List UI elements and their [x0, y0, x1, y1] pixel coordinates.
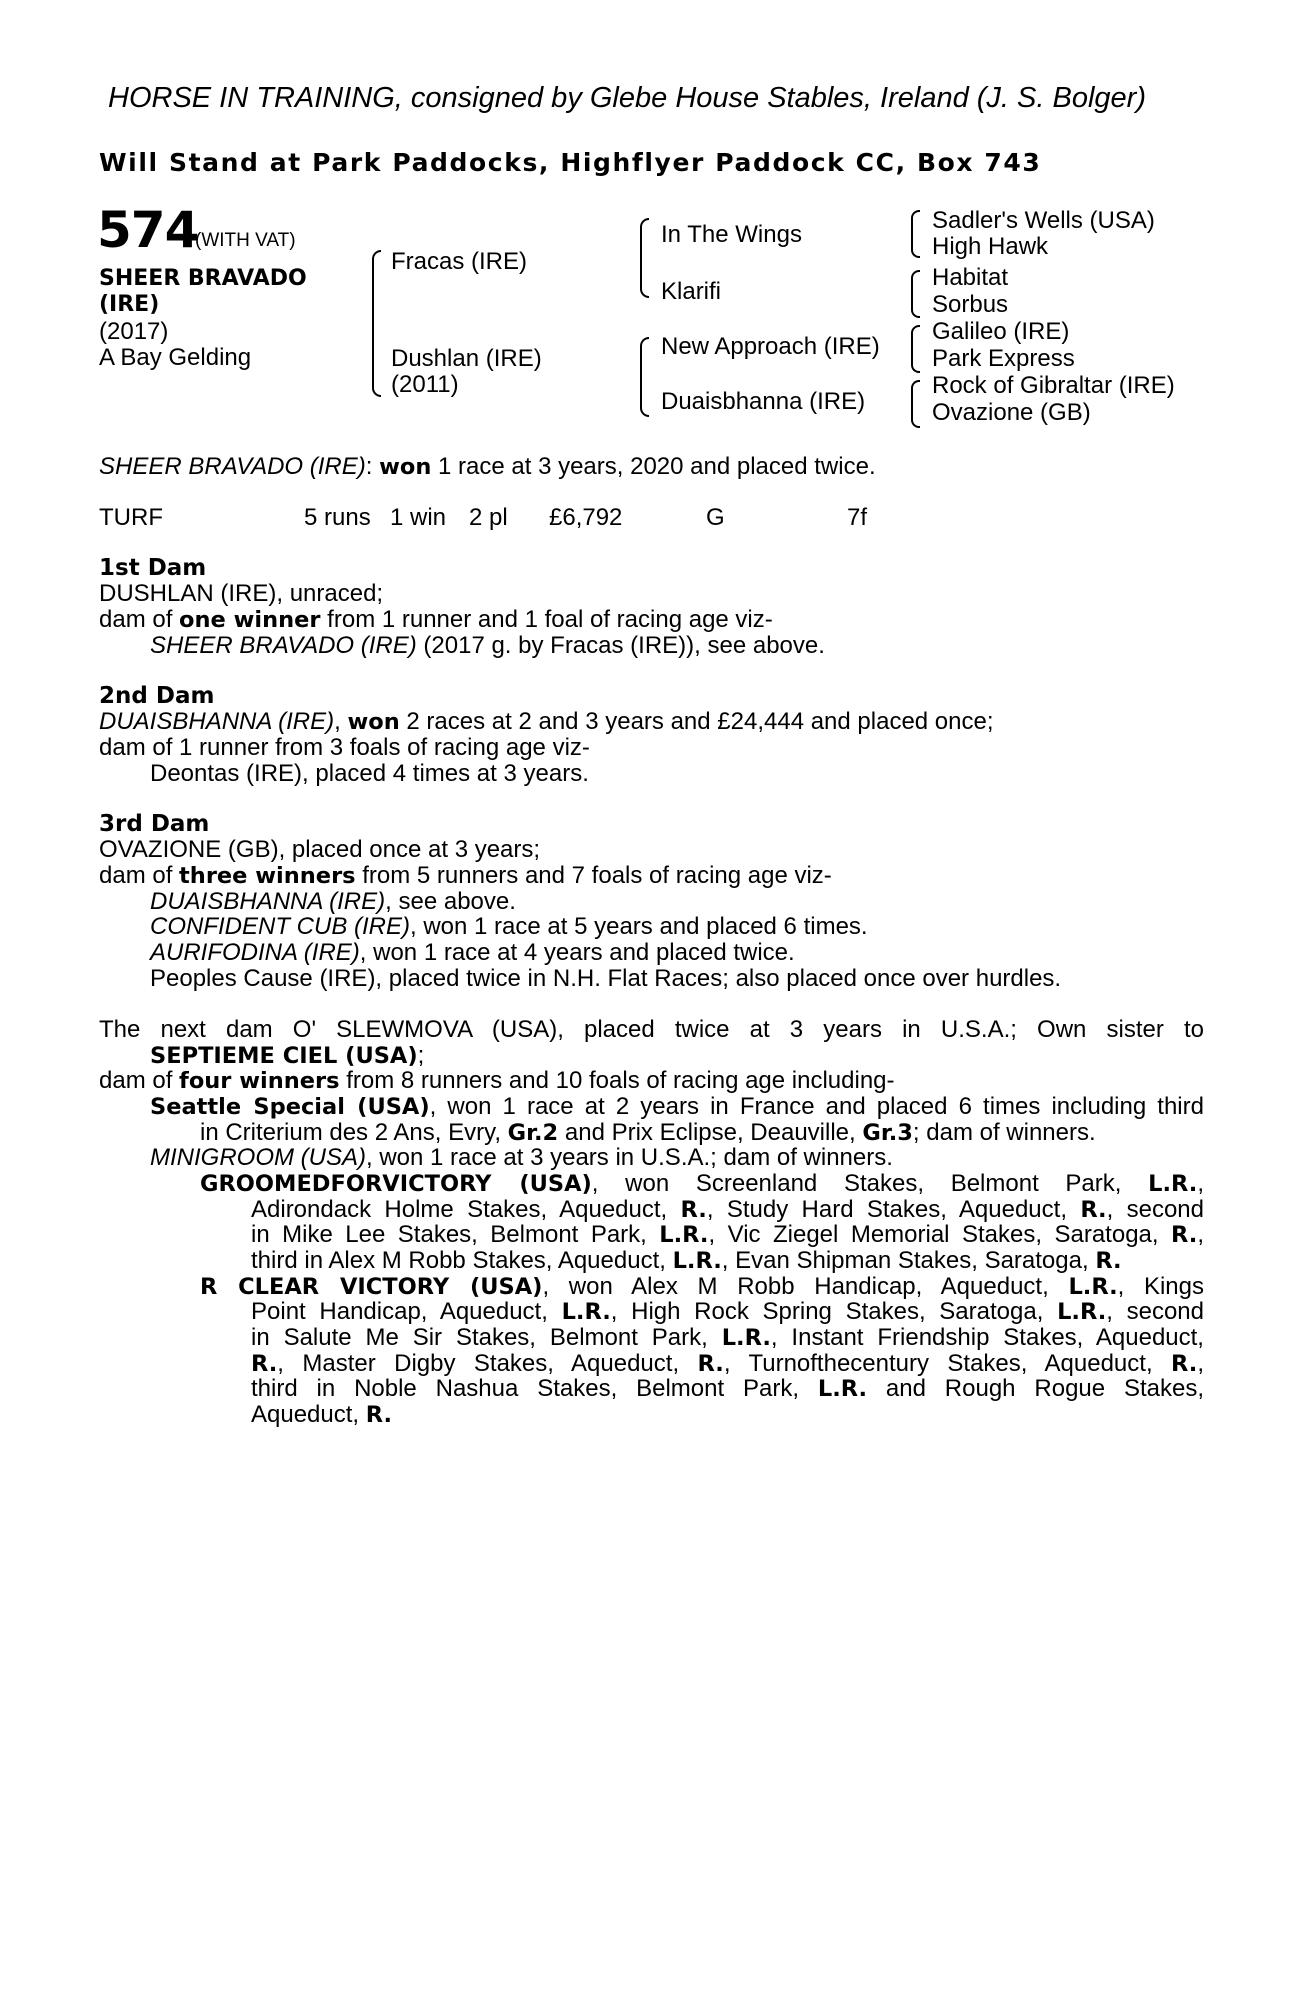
text: , second [1106, 1196, 1204, 1223]
catalogue-header: HORSE IN TRAINING, consigned by Glebe House Stables, Ireland (J. S. Bolger) [108, 82, 1146, 114]
third-dam-line: OVAZIONE (GB), placed once at 3 years; [99, 836, 541, 863]
text: , second [1106, 1298, 1204, 1325]
groomed-line-4 [251, 1248, 1122, 1275]
second-dam-foal: Deontas (IRE), placed 4 times at 3 years. [150, 760, 589, 787]
race-summary [99, 454, 876, 481]
clear-victory-line-6 [251, 1402, 392, 1429]
seattle-special-line-1 [150, 1094, 1204, 1121]
text-bold: Gr.3 [862, 1120, 913, 1146]
groomed-line-1 [200, 1171, 1204, 1198]
text-bold: Seattle Special (USA) [150, 1094, 430, 1120]
third-dam-foal-4: Peoples Cause (IRE), placed twice in N.H. Flat Races; also placed once over hurdles. [150, 965, 1062, 992]
race-grade: L.R. [659, 1222, 709, 1248]
groomed-line-2 [251, 1197, 1204, 1224]
text: from 5 runners and 7 foals of racing age viz- [355, 862, 832, 889]
race-grade: R. [697, 1351, 724, 1377]
summary-colon: : [365, 453, 373, 480]
horse-country: (IRE) [99, 292, 160, 317]
second-dam-line [99, 709, 994, 736]
pedigree-ssd: High Hawk [932, 233, 1049, 260]
text: , won Alex M Robb Handicap, Aqueduct, [542, 1273, 1069, 1300]
pedigree-dss: Galileo (IRE) [932, 318, 1070, 345]
text: , Instant Friendship Stakes, Aqueduct, [770, 1324, 1204, 1351]
race-grade: R. [365, 1402, 393, 1428]
pedigree-dds: Rock of Gibraltar (IRE) [932, 372, 1175, 399]
horse-name: SHEER BRAVADO [99, 266, 307, 291]
foal-name: CONFIDENT CUB (IRE) [150, 913, 410, 940]
race-grade: L.R. [1068, 1274, 1118, 1300]
text: , [1197, 1221, 1204, 1248]
first-dam-line: DUSHLAN (IRE), unraced; [99, 580, 384, 607]
race-grade: L.R. [721, 1325, 771, 1351]
text: , [1197, 1170, 1204, 1197]
text: , [1197, 1350, 1204, 1377]
text: third in Noble Nashua Stakes, Belmont Park, [251, 1375, 818, 1402]
text: from 1 runner and 1 foal of racing age viz- [320, 606, 773, 633]
next-dam-line: The next dam O' SLEWMOVA (USA), placed twice at 3 years in U.S.A.; Own sister to [99, 1016, 1204, 1043]
text: , won 1 race at 2 years in France and placed 6 times including third [429, 1093, 1204, 1120]
summary-horse-name: SHEER BRAVADO (IRE) [99, 453, 366, 480]
first-dam-produce [99, 607, 773, 634]
clear-victory-line-4 [251, 1351, 1204, 1378]
race-grade: L.R. [672, 1248, 722, 1274]
text: , Kings [1117, 1273, 1205, 1300]
text: , Vic Ziegel Memorial Stakes, Saratoga, [708, 1221, 1172, 1248]
clear-victory-line-1 [200, 1274, 1204, 1301]
first-dam-heading: 1st Dam [99, 555, 207, 581]
text: , won 1 race at 5 years and placed 6 times. [410, 913, 868, 940]
text: , won 1 race at 4 years and placed twice. [359, 939, 795, 966]
text-bold: SEPTIEME CIEL (USA) [150, 1043, 418, 1069]
text: and Rough Rogue Stakes, [867, 1375, 1205, 1402]
record-going: G [706, 504, 725, 531]
race-grade: R. [1095, 1248, 1122, 1274]
horse-name: MINIGROOM (USA) [150, 1144, 366, 1171]
stand-location: Will Stand at Park Paddocks, Highflyer Paddock CC, Box 743 [99, 148, 1042, 177]
pedigree-ddd: Ovazione (GB) [932, 399, 1091, 426]
race-grade: R. [251, 1351, 278, 1377]
lot-number: 574 [97, 201, 199, 259]
text: (2017 g. by Fracas (IRE)), see above. [416, 632, 825, 659]
record-distance: 7f [847, 504, 868, 531]
pedigree-brace-sd [911, 270, 920, 318]
text-bold: Gr.2 [507, 1120, 559, 1146]
pedigree-brace-dd [911, 380, 920, 428]
pedigree-dam: Dushlan (IRE) [391, 345, 542, 372]
third-dam-produce [99, 863, 832, 890]
text: , see above. [385, 888, 516, 915]
second-dam-produce: dam of 1 runner from 3 foals of racing age viz- [99, 734, 590, 761]
text: , won Screenland Stakes, Belmont Park, [591, 1170, 1149, 1197]
text: , [334, 708, 348, 735]
text: in Salute Me Sir Stakes, Belmont Park, [251, 1324, 722, 1351]
pedigree-sds: Habitat [932, 264, 1009, 291]
pedigree-brace-ss [911, 210, 920, 258]
foaling-year: (2017) [99, 318, 169, 345]
text: , High Rock Spring Stakes, Saratoga, [610, 1298, 1058, 1325]
pedigree-brace-ds [911, 325, 920, 373]
summary-rest: 1 race at 3 years, 2020 and placed twice. [431, 453, 876, 480]
pedigree-dam-sire: New Approach (IRE) [661, 333, 880, 360]
text-bold: one winner [179, 607, 321, 633]
record-earnings: £6,792 [549, 504, 623, 531]
pedigree-dam-dam: Duaisbhanna (IRE) [661, 388, 866, 415]
race-grade: L.R. [817, 1376, 868, 1402]
race-grade: R. [680, 1197, 707, 1223]
groomed-line-3 [251, 1222, 1204, 1249]
race-grade: R. [1171, 1222, 1198, 1248]
pedigree-sire-sire: In The Wings [661, 221, 802, 248]
third-dam-foal-3 [150, 940, 795, 966]
summary-won: won [379, 454, 432, 480]
text: dam of [99, 862, 180, 889]
foal-name: AURIFODINA (IRE) [150, 939, 360, 966]
text: , Turnofthecentury Stakes, Aqueduct, [723, 1350, 1172, 1377]
text-bold: won [347, 709, 400, 735]
record-runs: 5 runs [304, 504, 371, 531]
race-grade: L.R. [561, 1299, 611, 1325]
race-grade: L.R. [1148, 1171, 1198, 1197]
pedigree-sire: Fracas (IRE) [391, 248, 528, 275]
pedigree-brace-sire [640, 218, 649, 298]
record-placed: 2 pl [469, 504, 508, 531]
race-grade: R. [1080, 1197, 1107, 1223]
text-bold: three winners [179, 863, 356, 889]
text: ; dam of winners. [912, 1119, 1096, 1146]
text: dam of [99, 606, 180, 633]
text: ; [417, 1042, 425, 1069]
foal-name: SHEER BRAVADO (IRE) [150, 632, 417, 659]
first-dam-foal [150, 633, 825, 659]
pedigree-sire-dam: Klarifi [661, 278, 722, 305]
vat-note: (WITH VAT) [195, 230, 296, 251]
next-dam-sister [150, 1043, 424, 1070]
text: Adirondack Holme Stakes, Aqueduct, [251, 1196, 681, 1223]
text-bold: R CLEAR VICTORY (USA) [200, 1274, 543, 1300]
text: , won 1 race at 3 years in U.S.A.; dam of winners. [366, 1144, 893, 1171]
foal-name: DUAISBHANNA (IRE) [150, 888, 386, 915]
clear-victory-line-5 [251, 1376, 1204, 1403]
third-dam-foal-1 [150, 889, 516, 915]
pedigree-brace-main [372, 250, 381, 397]
text: from 8 runners and 10 foals of racing age including- [339, 1067, 895, 1094]
pedigree-sss: Sadler's Wells (USA) [932, 207, 1155, 234]
third-dam-heading: 3rd Dam [99, 811, 210, 837]
text: third in Alex M Robb Stakes, Aqueduct, [251, 1247, 673, 1274]
race-grade: R. [1171, 1351, 1198, 1377]
text: in Mike Lee Stakes, Belmont Park, [251, 1221, 660, 1248]
horse-description: A Bay Gelding [99, 344, 252, 371]
text: , Master Digby Stakes, Aqueduct, [277, 1350, 698, 1377]
record-wins: 1 win [390, 504, 447, 531]
pedigree-sdd: Sorbus [932, 291, 1009, 318]
text-bold: four winners [179, 1068, 340, 1094]
minigroom-line [150, 1145, 893, 1171]
pedigree-dam-year: (2011) [391, 371, 459, 398]
third-dam-foal-2 [150, 914, 868, 940]
clear-victory-line-2 [251, 1299, 1204, 1326]
text: dam of [99, 1067, 180, 1094]
text: 2 races at 2 and 3 years and £24,444 and placed once; [399, 708, 994, 735]
record-surface: TURF [99, 504, 163, 531]
dam-name: DUAISBHANNA (IRE) [99, 708, 335, 735]
pedigree-dsd: Park Express [932, 345, 1075, 372]
text: and Prix Eclipse, Deauville, [558, 1119, 863, 1146]
text: , Study Hard Stakes, Aqueduct, [706, 1196, 1081, 1223]
clear-victory-line-3 [251, 1325, 1204, 1352]
second-dam-heading: 2nd Dam [99, 683, 215, 709]
race-grade: L.R. [1057, 1299, 1107, 1325]
text: Point Handicap, Aqueduct, [251, 1298, 562, 1325]
seattle-special-line-2 [200, 1120, 1096, 1147]
text: in Criterium des 2 Ans, Evry, [200, 1119, 508, 1146]
text: Aqueduct, [251, 1401, 366, 1428]
pedigree-brace-dam [640, 337, 649, 417]
text-bold: GROOMEDFORVICTORY (USA) [200, 1171, 592, 1197]
text: , Evan Shipman Stakes, Saratoga, [721, 1247, 1096, 1274]
next-dam-produce [99, 1068, 895, 1095]
